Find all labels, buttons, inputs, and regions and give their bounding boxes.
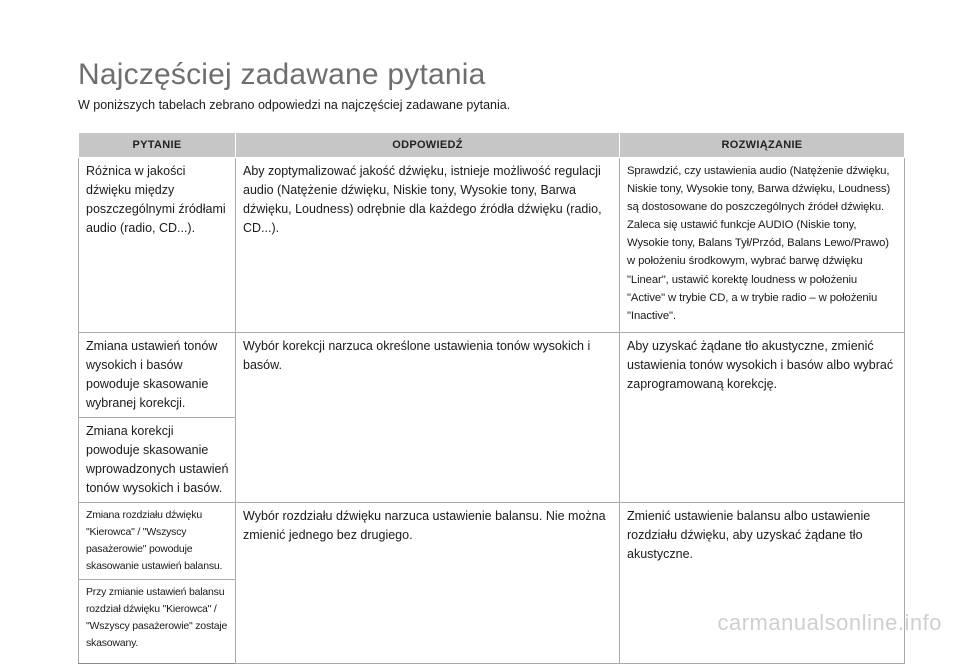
table-row: [79, 503, 905, 580]
question-cell: Różnica w jakości dźwięku między poszczególnymi źródłami audio (radio, CD...).: [79, 158, 236, 333]
solution-cell: Sprawdzić, czy ustawienia audio (Natężenie dźwięku, Niskie tony, Wysokie tony, Barwa dźwięku, Loudness) są dostosowane do poszczególnych źródeł dźwięku. Zaleca się ustawić funkcje AUDIO (Niskie tony, Wysokie tony, Balans Tył/Przód, Balans Lewo/Prawo) w położeniu środkowym, wybrać barwę dźwięku "Linear", ustawić korektę loudness w położeniu "Active" w trybie CD, a w trybie radio – w położeniu "Inactive".: [620, 158, 905, 333]
page-title: Najczęściej zadawane pytania: [78, 58, 486, 91]
question-cell: Zmiana rozdziału dźwięku "Kierowca" / "Wszyscy pasażerowie" powoduje skasowanie ustawień balansu.: [79, 503, 236, 580]
header-question: PYTANIE: [79, 133, 236, 158]
answer-cell: Wybór korekcji narzuca określone ustawienia tonów wysokich i basów.: [236, 333, 620, 503]
answer-cell: Aby zoptymalizować jakość dźwięku, istnieje możliwość regulacji audio (Natężenie dźwięku, Niskie tony, Wysokie tony, Barwa dźwięku, Loudness) odrębnie dla każdego źródła dźwięku (radio, CD...).: [236, 158, 620, 333]
solution-cell: Zmienić ustawienie balansu albo ustawienie rozdziału dźwięku, aby uzyskać żądane tło akustyczne.: [620, 503, 905, 664]
question-cell: Zmiana korekcji powoduje skasowanie wprowadzonych ustawień tonów wysokich i basów.: [79, 418, 236, 503]
faq-table: [78, 132, 905, 664]
solution-cell: Aby uzyskać żądane tło akustyczne, zmienić ustawienia tonów wysokich i basów albo wybrać zaprogramowaną korekcję.: [620, 333, 905, 503]
table-row: [79, 158, 905, 333]
table-row: [79, 333, 905, 418]
answer-cell: Wybór rozdziału dźwięku narzuca ustawienie balansu. Nie można zmienić jednego bez drugiego.: [236, 503, 620, 664]
question-cell: Przy zmianie ustawień balansu rozdział dźwięku "Kierowca" / "Wszyscy pasażerowie" zostaje skasowany.: [79, 580, 236, 664]
header-solution: ROZWIĄZANIE: [620, 133, 905, 158]
question-cell: Zmiana ustawień tonów wysokich i basów powoduje skasowanie wybranej korekcji.: [79, 333, 236, 418]
table-header-row: [79, 133, 905, 158]
watermark: carmanualsonline.info: [717, 610, 942, 635]
intro-text: W poniższych tabelach zebrano odpowiedzi na najczęściej zadawane pytania.: [78, 98, 511, 112]
header-answer: ODPOWIEDŹ: [236, 133, 620, 158]
